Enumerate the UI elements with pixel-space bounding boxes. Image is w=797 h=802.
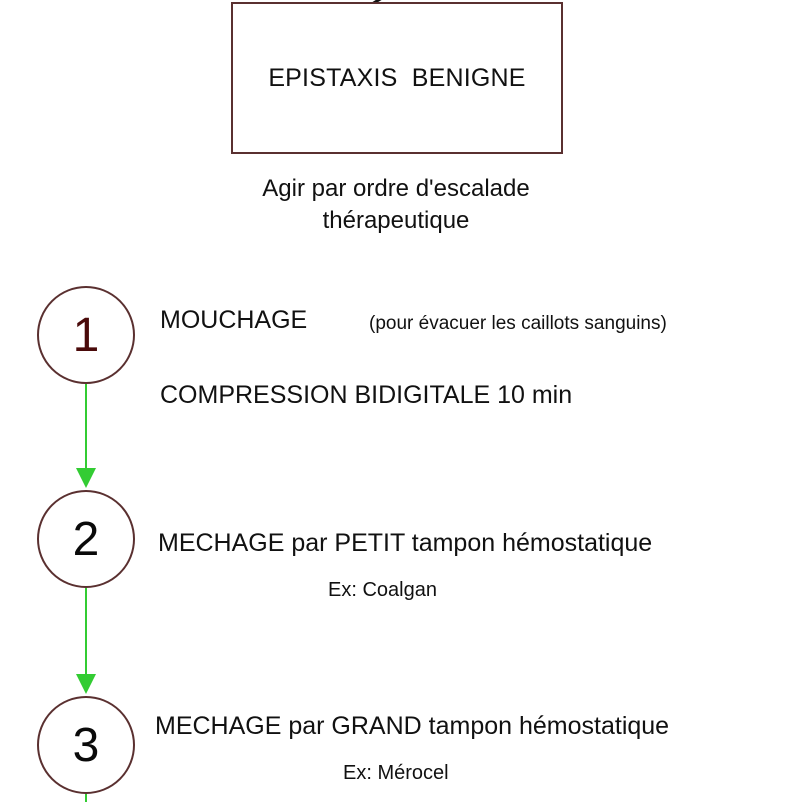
step-1-circle	[37, 286, 135, 384]
title-text: EPISTAXIS BENIGNE	[268, 63, 526, 92]
step-2-example: Ex: Coalgan	[328, 579, 437, 601]
title-box	[231, 2, 563, 154]
subtitle	[196, 173, 596, 237]
step-1-label-2: COMPRESSION BIDIGITALE 10 min	[160, 381, 573, 409]
step-1-label: MOUCHAGE	[160, 306, 308, 334]
step-2-number: 2	[72, 512, 100, 566]
step-3-example: Ex: Mérocel	[343, 762, 449, 784]
step-2-label: MECHAGE par PETIT tampon hémostatique	[158, 529, 653, 557]
step-3-label: MECHAGE par GRAND tampon hémostatique	[155, 712, 670, 740]
step-2-circle	[37, 490, 135, 588]
step-3-number: 3	[72, 718, 100, 772]
subtitle-line-1: Agir par ordre d'escalade	[262, 175, 530, 202]
step-1-number: 1	[72, 308, 100, 362]
step-1-note: (pour évacuer les caillots sanguins)	[369, 313, 667, 334]
step-3-circle	[37, 696, 135, 794]
subtitle-line-2: thérapeutique	[322, 207, 470, 234]
